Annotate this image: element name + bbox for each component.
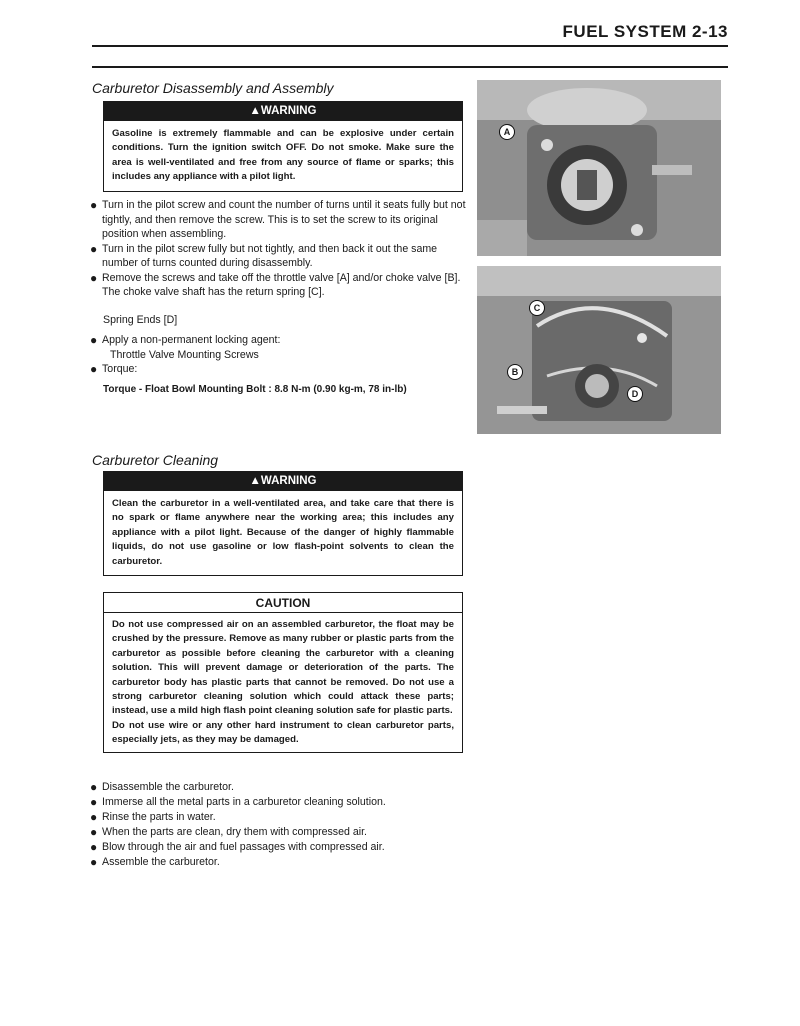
warning-header [104, 472, 462, 491]
carburetor-photo-top [477, 80, 721, 256]
header-rule [92, 45, 728, 47]
bullet-icon: ● [90, 241, 98, 256]
list-item: ● Rinse the parts in water. [90, 810, 216, 824]
callout-c: C [529, 300, 545, 316]
bullet-icon: ● [90, 840, 98, 854]
page-header: FUEL SYSTEM 2-13 [562, 22, 728, 41]
bullet-icon: ● [90, 270, 98, 285]
bullet-icon: ● [90, 795, 98, 809]
section-title-cleaning: Carburetor Cleaning [92, 452, 219, 468]
warning-triangle-icon: ▲ [249, 105, 261, 117]
disassembly-steps [90, 198, 470, 300]
warning-label: WARNING [260, 105, 317, 117]
bullet-icon: ● [90, 780, 98, 794]
section-title-disassembly: Carburetor Disassembly and Assembly [92, 80, 334, 96]
torque-spec: Torque - Float Bowl Mounting Bolt : 8.8 N-m (0.90 kg-m, 78 in-lb) [103, 384, 407, 395]
list-item: ● Blow through the air and fuel passages with compressed air. [90, 840, 385, 854]
caution-text [104, 613, 462, 752]
bullet-icon: ● [90, 333, 98, 347]
list-item: ● Disassemble the carburetor. [90, 780, 234, 794]
callout-b: B [507, 364, 523, 380]
warning-label: WARNING [260, 475, 317, 487]
list-item: ● Turn in the pilot screw and count the number of turns until it seats fully but not tightly, and then remove the screw. This is to set the screw to its original position when assembling. [90, 198, 466, 240]
list-item-sub: Throttle Valve Mounting Screws [110, 348, 259, 361]
list-item: ● Apply a non-permanent locking agent: [90, 333, 281, 347]
warning-triangle-icon: ▲ [249, 475, 261, 487]
cleaning-steps [90, 780, 470, 870]
list-item: ● Torque: [90, 362, 138, 376]
warning-text: Clean the carburetor in a well-ventilated area, and take care that there is no spark or flame anywhere near the working area; this includes any appliance with a pilot light. Because of the danger of highly flammable liquids, do not use gasoline or low flash-point solvents to clean the carburetor. [112, 498, 454, 567]
callout-d: D [627, 386, 643, 402]
bullet-icon: ● [90, 855, 98, 869]
assembly-steps [90, 333, 470, 377]
list-item: ● Assemble the carburetor. [90, 855, 220, 869]
warning-text: Gasoline is extremely flammable and can be explosive under certain conditions. Turn the ignition switch OFF. Do not smoke. Make sure the area is well-ventilated and free from any source of flame or sparks; this includes any appliance with a pilot light. [112, 128, 454, 183]
bullet-icon: ● [90, 810, 98, 824]
list-item: ● Immerse all the metal parts in a carburetor cleaning solution. [90, 795, 386, 809]
bullet-icon: ● [90, 198, 98, 212]
caution-paragraph-2: Do not use wire or any other hard instrument to clean carburetor parts, especially jets, as they may be damaged. [112, 719, 454, 746]
caution-box [103, 592, 463, 753]
bullet-icon: ● [90, 825, 98, 839]
caution-paragraph-1: Do not use compressed air on an assembled carburetor, the float may be crushed by the pressure. Remove as many rubber or plastic parts from the carburetor as possible before cleaning the carburetor with a cleaning solution. This will prevent damage or deterioration of the parts. The carburetor body has plastic parts that cannot be removed. Do not use a strong carburetor cleaning solution which could attack these parts; instead, use a mild high flash point cleaning solution safe for plastic parts. [112, 619, 454, 717]
warning-box [103, 471, 463, 576]
warning-box [103, 101, 463, 192]
list-item: ● Remove the screws and take off the throttle valve [A] and/or choke valve [B]. The choke valve shaft has the return spring [C]. [90, 270, 461, 298]
warning-header [104, 102, 462, 121]
carburetor-photo-bottom [477, 266, 721, 434]
section-rule [92, 66, 728, 68]
caution-label: CAUTION [104, 593, 462, 613]
list-item: ● Turn in the pilot screw fully but not tightly, and then back it out the same number of turns counted during disassembly. [90, 241, 438, 269]
bullet-icon: ● [90, 362, 98, 376]
list-item: ● When the parts are clean, dry them with compressed air. [90, 825, 367, 839]
spring-ends-label: Spring Ends [D] [103, 314, 178, 326]
callout-a: A [499, 124, 515, 140]
